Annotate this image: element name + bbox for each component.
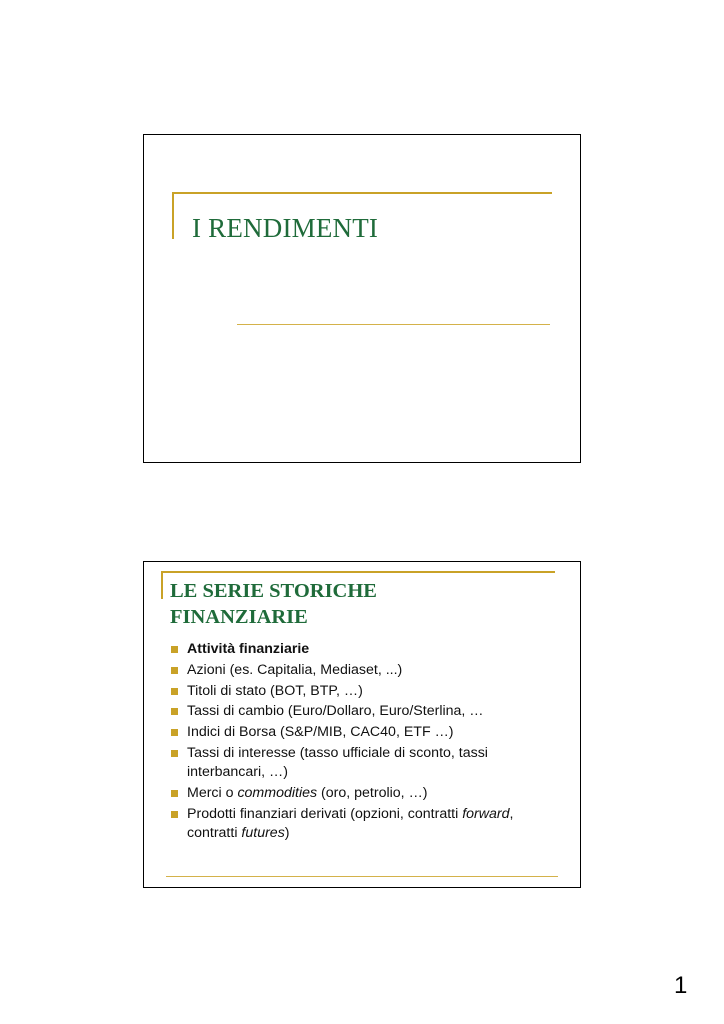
square-bullet-icon xyxy=(171,750,178,757)
bullet-text: forward xyxy=(462,805,510,822)
bullet-text: Indici di Borsa (S&P/MIB, CAC40, ETF …) xyxy=(187,724,454,741)
title-accent-top xyxy=(172,192,552,194)
title-accent-top xyxy=(161,571,555,573)
slide-2-title xyxy=(170,578,470,630)
bullet-text: Tassi di interesse (tasso ufficiale di sconto, tassi interbancari, …) xyxy=(187,744,488,781)
bullet-item xyxy=(170,640,560,659)
bullet-text: Merci o xyxy=(187,784,238,801)
bullet-item xyxy=(170,805,560,843)
slide-2-title-line1: LE SERIE STORICHE xyxy=(170,580,377,602)
square-bullet-icon xyxy=(171,790,178,797)
bullet-item xyxy=(170,661,560,680)
square-bullet-icon xyxy=(171,688,178,695)
bullet-item xyxy=(170,702,560,721)
square-bullet-icon xyxy=(171,646,178,653)
page-number: 1 xyxy=(674,972,688,999)
square-bullet-icon xyxy=(171,729,178,736)
square-bullet-icon xyxy=(171,811,178,818)
slide-2 xyxy=(143,561,581,888)
bullet-item xyxy=(170,682,560,701)
bullet-text: futures xyxy=(241,824,285,841)
slide-2-title-line2: FINANZIARIE xyxy=(170,606,308,628)
bullet-text: , contratti xyxy=(187,805,514,841)
bullet-text: Titoli di stato (BOT, BTP, …) xyxy=(187,682,363,699)
square-bullet-icon xyxy=(171,667,178,674)
footer-divider xyxy=(166,876,558,877)
bullet-list xyxy=(170,640,560,845)
slide-1 xyxy=(143,134,581,463)
bullet-text: Prodotti finanziari derivati (opzioni, contratti xyxy=(187,805,463,822)
bullet-text: Tassi di cambio (Euro/Dollaro, Euro/Sterlina, … xyxy=(187,703,484,720)
bullet-item xyxy=(170,784,560,803)
bullet-text: ) xyxy=(284,824,290,841)
bullet-item xyxy=(170,744,560,782)
subtitle-divider xyxy=(237,324,550,325)
bullet-text: commodities xyxy=(237,784,318,801)
slide-1-title: I RENDIMENTI xyxy=(192,213,379,243)
title-accent-vertical xyxy=(161,571,163,599)
square-bullet-icon xyxy=(171,708,178,715)
bullet-item xyxy=(170,723,560,742)
bullet-text: Attività finanziarie xyxy=(187,641,310,657)
bullet-text: (oro, petrolio, …) xyxy=(317,784,428,801)
bullet-text: Azioni (es. Capitalia, Mediaset, ...) xyxy=(187,661,403,678)
title-accent-vertical xyxy=(172,193,174,239)
